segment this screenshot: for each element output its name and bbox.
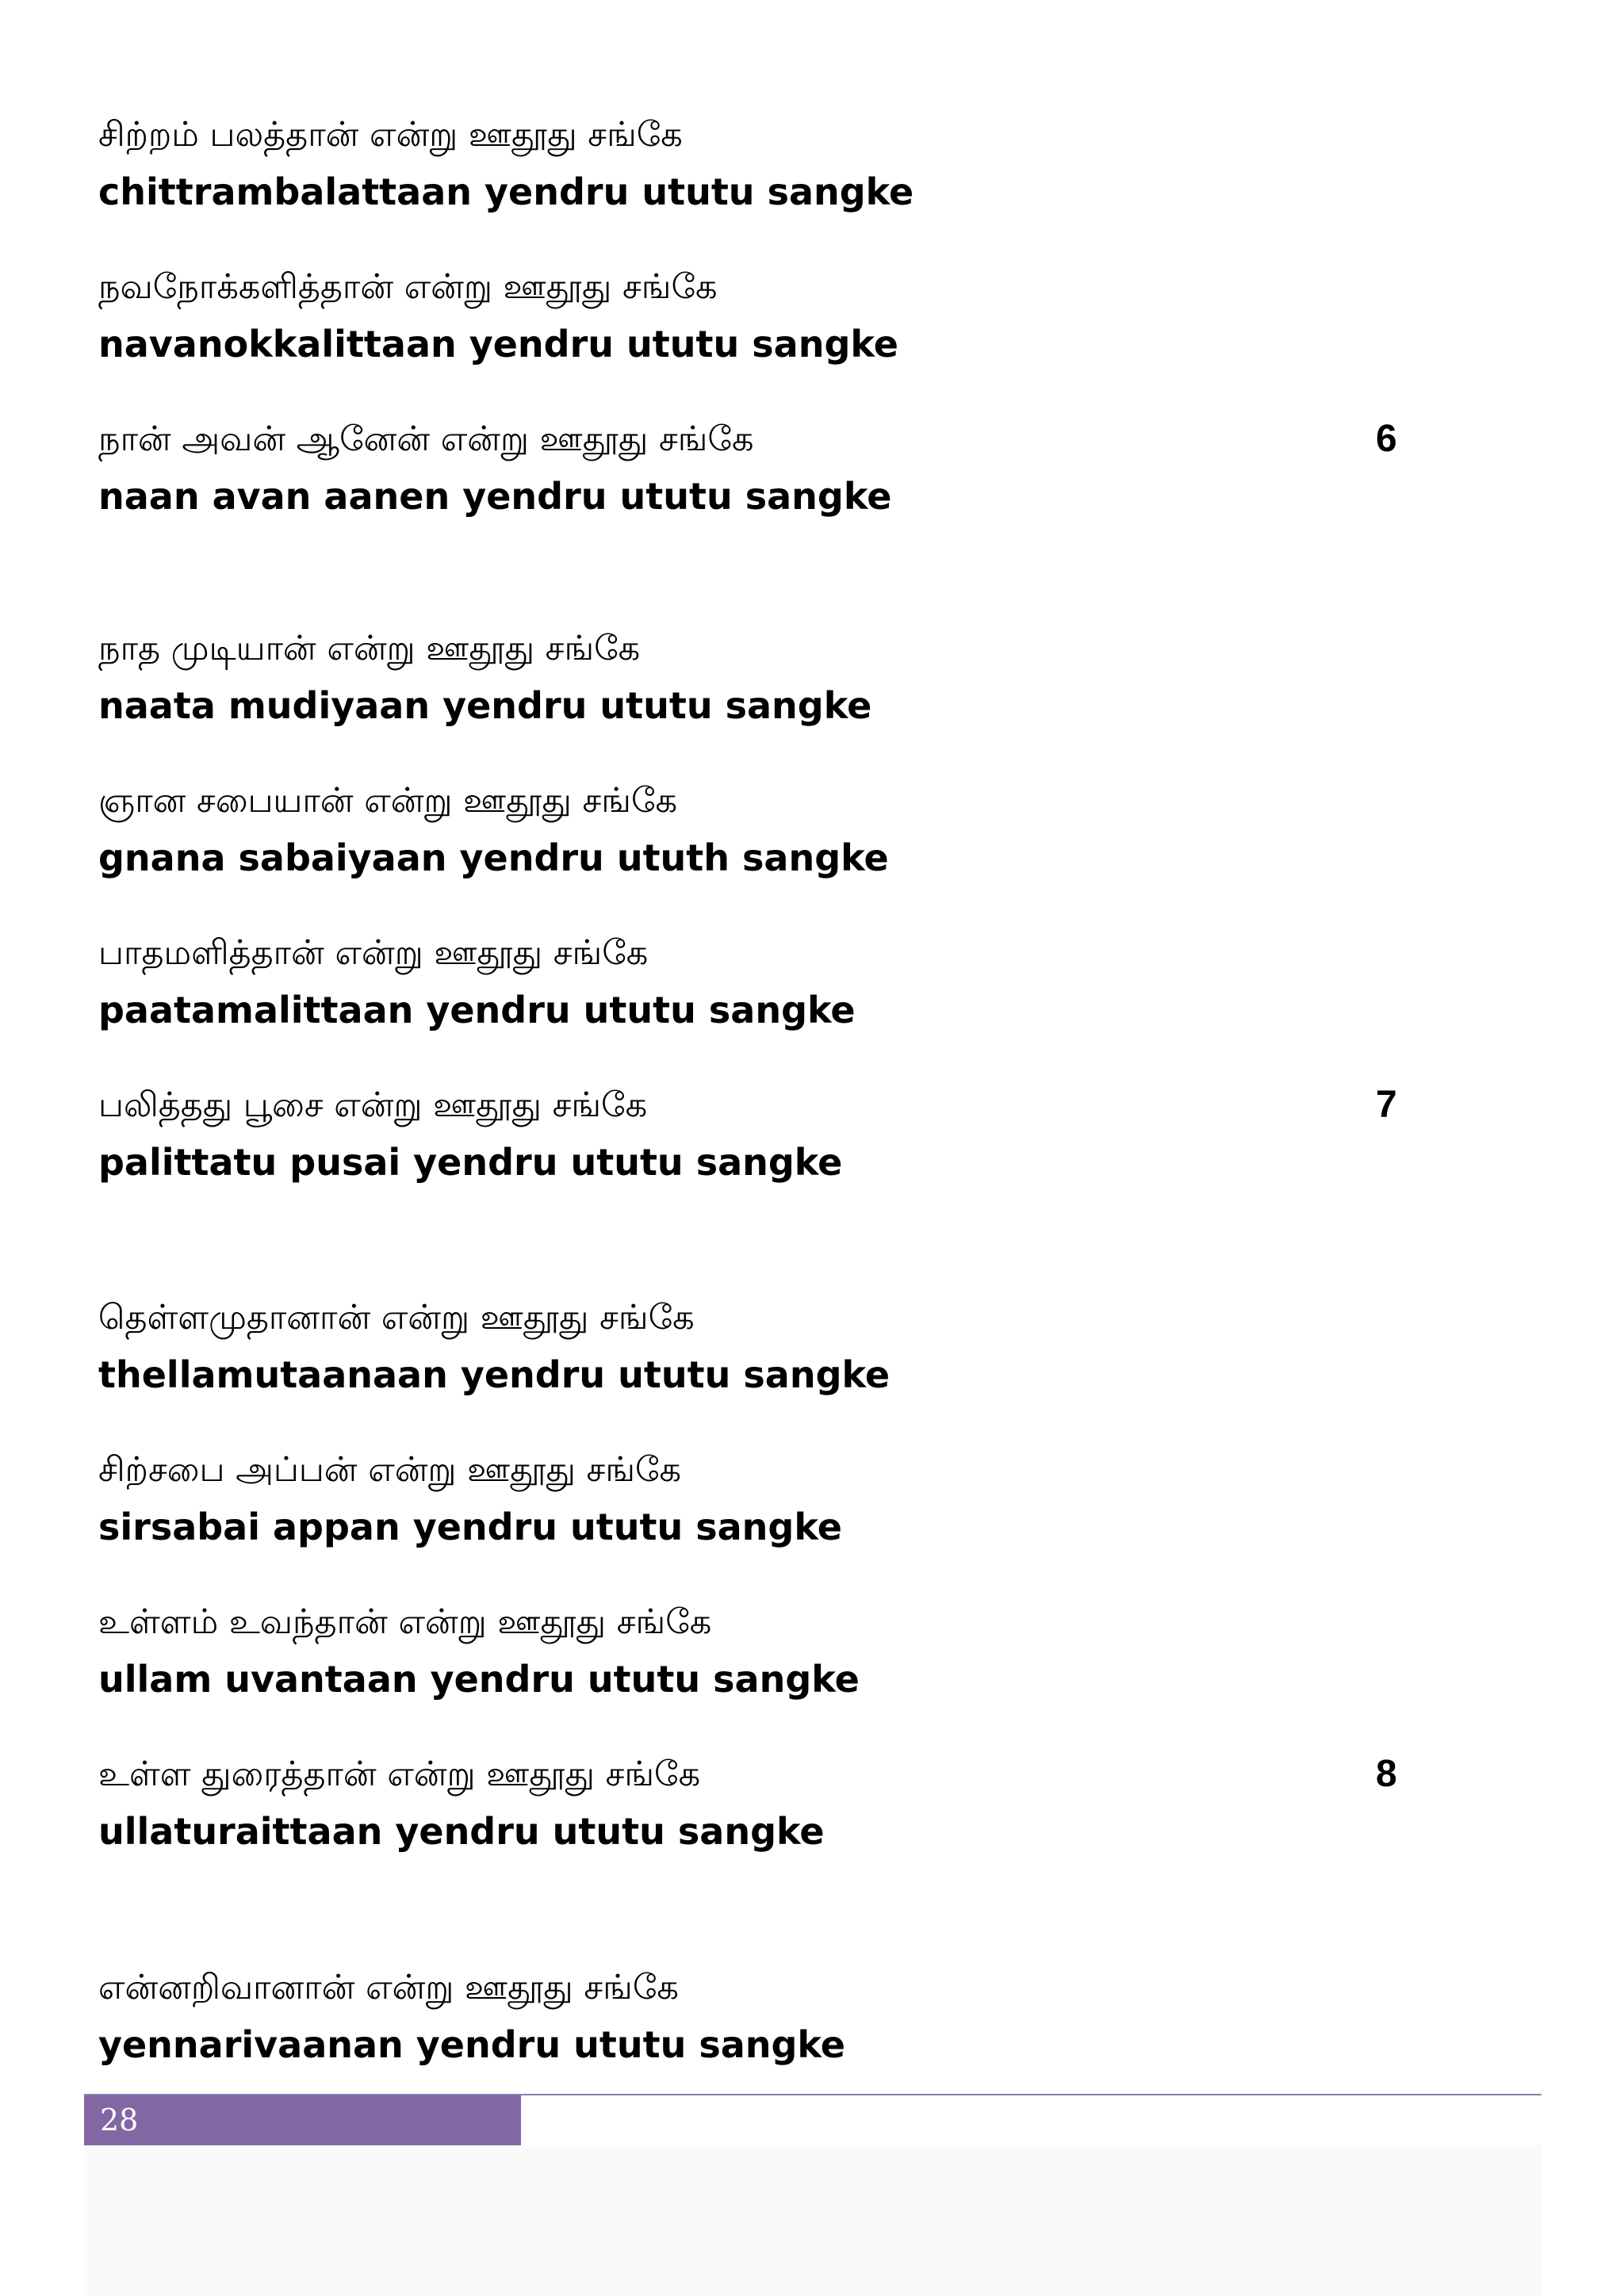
transliteration-line: palittatu pusai yendru ututu sangke (98, 1141, 843, 1184)
verse (98, 777, 889, 929)
verse (98, 1294, 890, 1446)
transliteration-line: thellamutaanaan yendru ututu sangke (98, 1353, 891, 1396)
tamil-line: உள்ளம் உவந்தான் என்று ஊதூது சங்கே (98, 1602, 712, 1642)
transliteration-line: paatamalittaan yendru ututu sangke (98, 989, 856, 1031)
footer-page-tab (84, 2095, 521, 2145)
verse (98, 929, 889, 1081)
tamil-line: என்னறிவானான் என்று ஊதூது சங்கே (98, 1968, 679, 2007)
transliteration-line: naata mudiyaan yendru ututu sangke (98, 684, 872, 727)
tamil-line: நவநோக்களித்தான் என்று ஊதூது சங்கே (98, 267, 718, 307)
stanza-number: 6 (1376, 418, 1397, 460)
transliteration-line: gnana sabaiyaan yendru ututh sangke (98, 836, 889, 879)
stanza-number: 8 (1376, 1753, 1397, 1795)
tamil-line: சிற்றம் பலத்தான் என்று ஊதூது சங்கே (98, 115, 683, 155)
transliteration-line: ullam uvantaan yendru ututu sangke (98, 1658, 860, 1701)
bottom-margin (84, 2145, 1542, 2296)
verse (98, 1598, 890, 1751)
tamil-line: சிற்சபை அப்பன் என்று ஊதூது சங்கே (98, 1450, 682, 1490)
tamil-line: பாதமளித்தான் என்று ஊதூது சங்கே (98, 933, 649, 973)
page-number: 28 (100, 2103, 139, 2137)
tamil-line: பலித்தது பூசை என்று ஊதூது சங்கே (98, 1085, 648, 1125)
verse (98, 625, 889, 777)
verse (98, 1751, 1397, 1903)
transliteration-line: yennarivaanan yendru ututu sangke (98, 2023, 845, 2066)
transliteration-line: naan avan aanen yendru ututu sangke (98, 475, 892, 518)
verse (98, 1446, 890, 1598)
stanza (98, 1294, 1397, 1903)
tamil-line: தெள்ளமுதானான் என்று ஊதூது சங்கே (98, 1298, 695, 1337)
transliteration-line: chittrambalattaan yendru ututu sangke (98, 170, 914, 213)
verse (98, 415, 1397, 568)
tamil-line: உள்ள துரைத்தான் என்று ஊதூது சங்கே (98, 1755, 701, 1794)
transliteration-line: ullaturaittaan yendru ututu sangke (98, 1810, 825, 1853)
stanza (98, 625, 1397, 1234)
transliteration-line: sirsabai appan yendru ututu sangke (98, 1506, 842, 1548)
verse (98, 111, 914, 263)
tamil-line: ஞான சபையான் என்று ஊதூது சங்கே (98, 781, 677, 821)
tamil-line: நான் அவன் ஆனேன் என்று ஊதூது சங்கே (98, 419, 754, 459)
stanza (98, 111, 1397, 568)
tamil-line: நாத முடியான் என்று ஊதூது சங்கே (98, 629, 641, 668)
transliteration-line: navanokkalittaan yendru ututu sangke (98, 323, 898, 365)
verse (98, 1081, 1397, 1234)
verse (98, 263, 914, 415)
stanza-number: 7 (1376, 1084, 1397, 1126)
